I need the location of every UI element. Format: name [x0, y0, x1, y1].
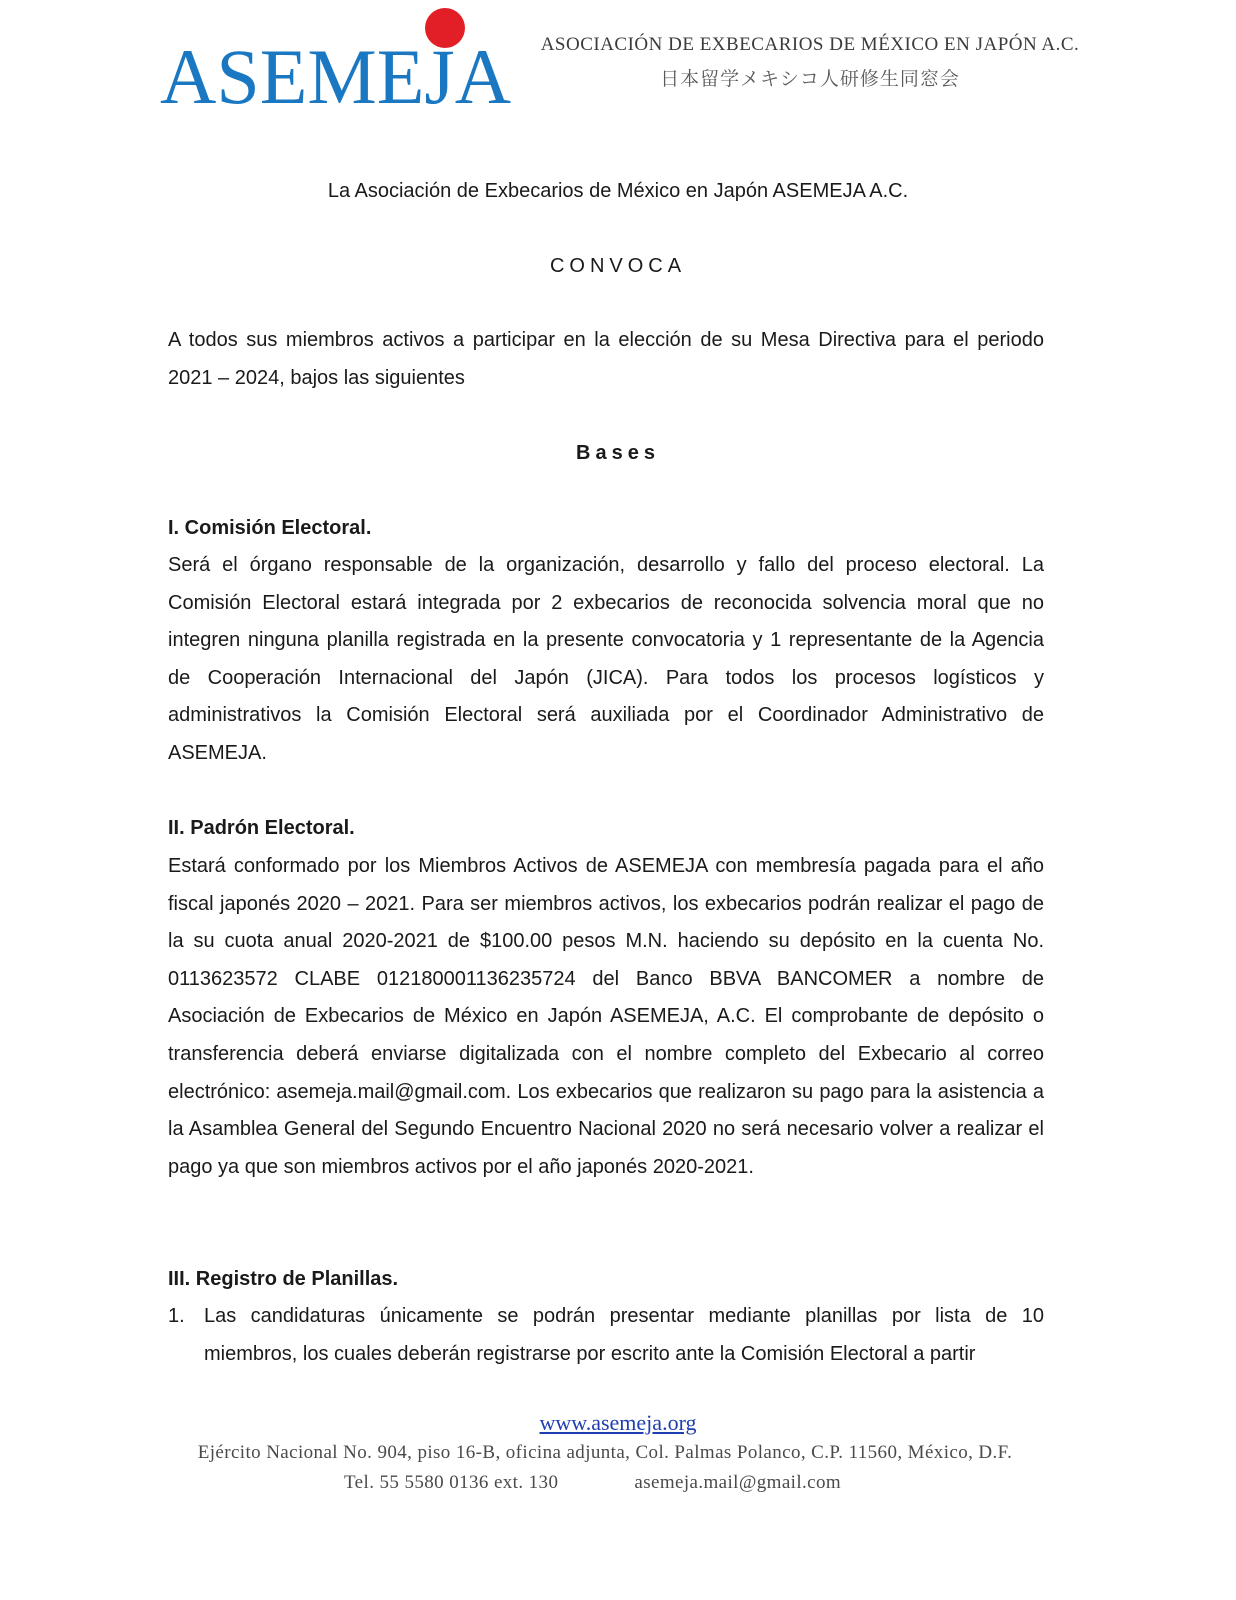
footer-contact	[344, 1472, 841, 1494]
section-body-comision-electoral: Será el órgano responsable de la organización, desarrollo y fallo del proceso electoral. La Comisión Electoral estará integrada por 2 exbecarios de reconocida solvencia moral que no integren ninguna planilla registrada en la presente convocatoria y 1 representante de la Agencia de Cooperación Internacional del Japón (JICA). Para todos los procesos logísticos y administrativos la Comisión Electoral será auxiliada por el Coordinador Administrativo de ASEMEJA.	[168, 554, 1044, 764]
section-title-registro-planillas: III. Registro de Planillas.	[168, 1268, 399, 1290]
list-item-text: Las candidaturas únicamente se podrán presentar mediante planillas por lista de 10 miembros, los cuales deberán registrarse por escrito ante la Comisión Electoral a partir	[204, 1305, 1044, 1365]
website-link[interactable]: www.asemeja.org	[539, 1410, 697, 1435]
asemeja-logo	[160, 8, 512, 133]
footer-email[interactable]: asemeja.mail@gmail.com	[634, 1472, 842, 1493]
section-body-padron-electoral: Estará conformado por los Miembros Activos de ASEMEJA con membresía pagada para el año fiscal japonés 2020 – 2021. Para ser miembros activos, los exbecarios podrán realizar el pago de la su cuota anual 2020-2021 de $100.00 pesos M.N. haciendo su depósito en la cuenta No. 0113623572 CLABE 012180001136235724 del Banco BBVA BANCOMER a nombre de Asociación de Exbecarios de México en Japón ASEMEJA, A.C. El comprobante de depósito o transferencia deberá enviarse digitalizada con el nombre completo del Exbecario al correo electrónico: asemeja.mail@gmail.com. Los exbecarios que realizaron su pago para la asistencia a la Asamblea General del Segundo Encuentro Nacional 2020 no será necesario volver a realizar el pago ya que son miembros activos por el año japonés 2020-2021.	[168, 855, 1044, 1178]
bases-heading: Bases	[576, 442, 660, 464]
convoca-heading: CONVOCA	[549, 255, 687, 277]
footer-phone: Tel. 55 5580 0136 ext. 130	[344, 1472, 559, 1493]
intro-paragraph: A todos sus miembros activos a participar en la elección de su Mesa Directiva para el periodo 2021 – 2024, bajos las siguientes	[168, 329, 1044, 389]
intro-line: La Asociación de Exbecarios de México en Japón ASEMEJA A.C.	[327, 180, 909, 202]
list-item-number: 1.	[168, 1305, 185, 1327]
list-item	[168, 1298, 1044, 1373]
footer-address: Ejército Nacional No. 904, piso 16-B, oficina adjunta, Col. Palmas Polanco, C.P. 11560, México, D.F.	[197, 1442, 1013, 1463]
organization-name-japanese: 日本留学メキシコ人研修生同窓会	[660, 68, 960, 90]
logo-text: ASEMEJA	[160, 33, 512, 120]
organization-name: ASOCIACIÓN DE EXBECARIOS DE MÉXICO EN JAPÓN A.C.	[540, 34, 1080, 55]
section-title-padron-electoral: II. Padrón Electoral.	[168, 817, 355, 839]
section-title-comision-electoral: I. Comisión Electoral.	[168, 517, 372, 539]
registro-planillas-list	[168, 1298, 1044, 1373]
